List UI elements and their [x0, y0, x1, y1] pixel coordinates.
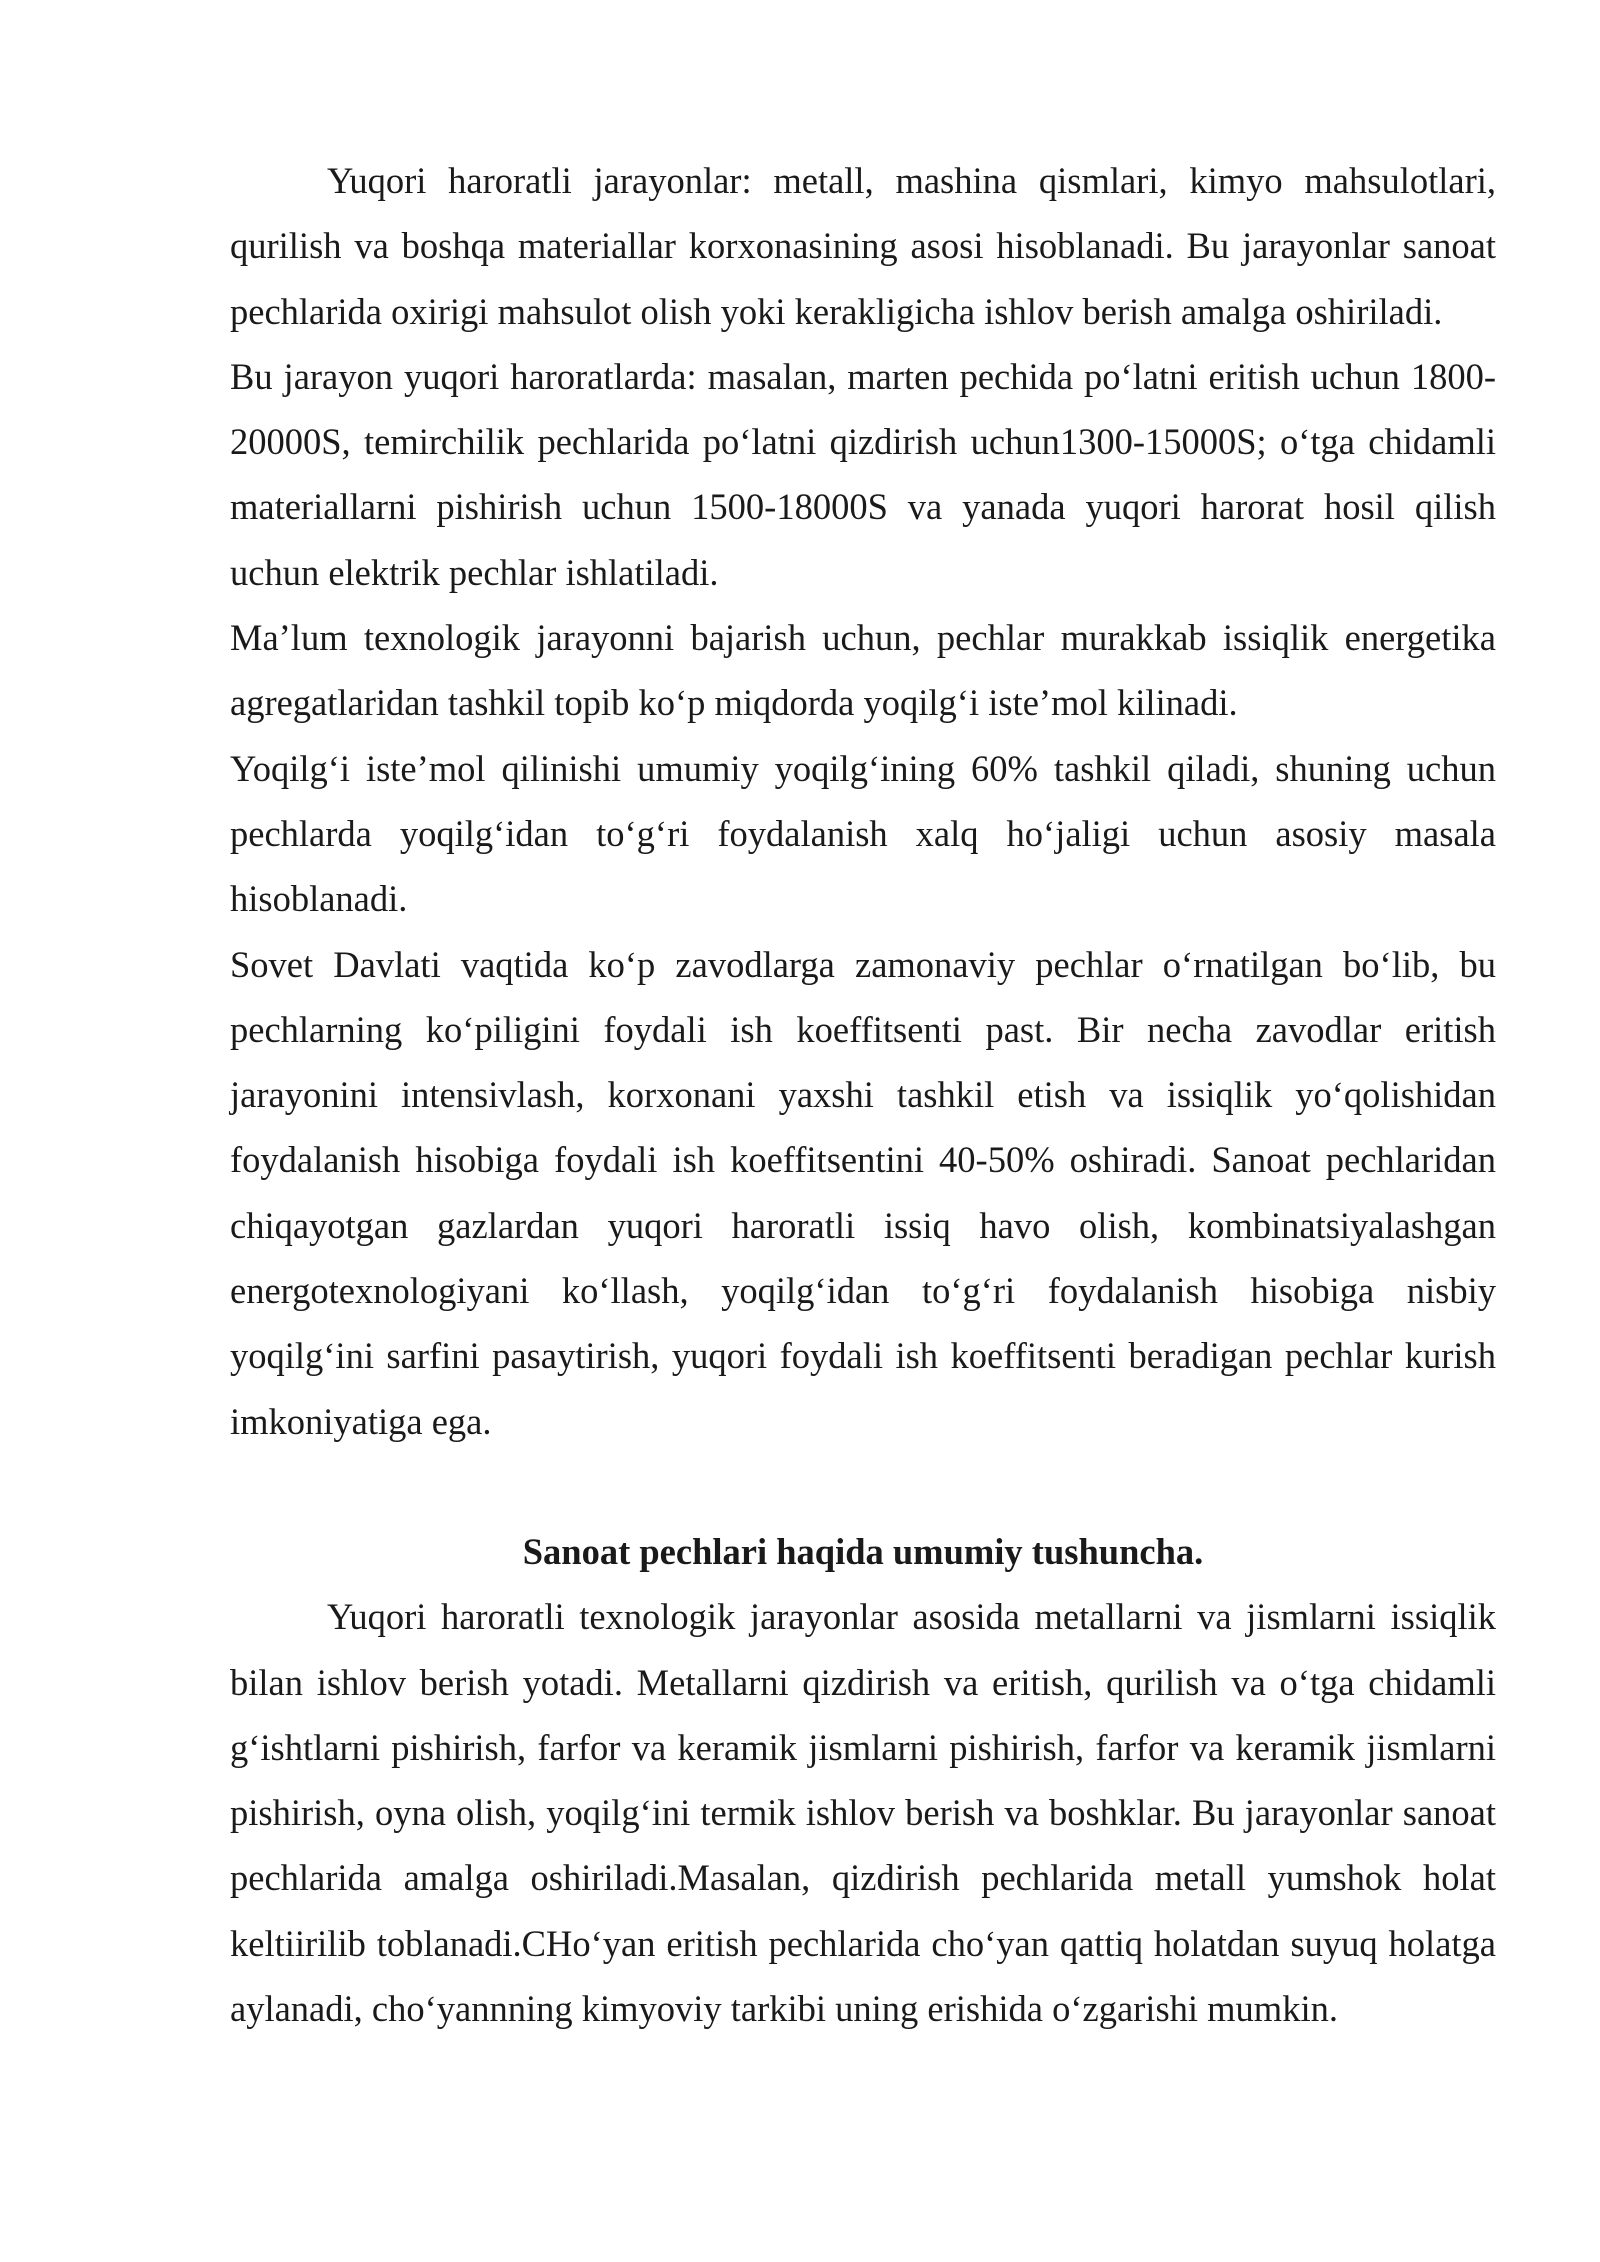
paragraph-intro-4: Yoqilg‘i iste’mol qilinishi umumiy yoqilg‘ining 60% tashkil qiladi, shuning uchun pechlarda yoqilg‘idan to‘g‘ri foydalanish xalq ho‘jaligi uchun asosiy masala hisoblanadi.	[230, 747, 1496, 920]
document-page	[230, 148, 1496, 2041]
paragraph-intro-3: Ma’lum texnologik jarayonni bajarish uchun, pechlar murakkab issiqlik energetika agregatlaridan tashkil topib ko‘p miqdorda yoqilg‘i iste’mol kilinadi.	[230, 617, 1496, 724]
section-paragraph: Yuqori haroratli texnologik jarayonlar asosida metallarni va jismlarni issiqlik bilan ishlov berish yotadi. Metallarni qizdirish va eritish, qurilish va o‘tga chidamli g‘ishtlarni pishirish, farfor va keramik jismlarni pishirish, farfor va keramik jismlarni pishirish, oyna olish, yoqilg‘ini termik ishlov berish va boshklar. Bu jarayonlar sanoat pechlarida amalga oshiriladi.Masalan, qizdirish pechlarida metall yumshok holat keltiirilib toblanadi.CHo‘yan eritish pechlarida cho‘yan qattiq holatdan suyuq holatga aylanadi, cho‘yannning kimyoviy tarkibi uning erishida o‘zgarishi mumkin.	[230, 1596, 1496, 2030]
section-spacer	[230, 1454, 1496, 1519]
section-heading: Sanoat pechlari haqida umumiy tushuncha.	[522, 1530, 1204, 1572]
paragraph-intro-1: Yuqori haroratli jarayonlar: metall, mashina qismlari, kimyo mahsulotlari, qurilish va boshqa materiallar korxonasining asosi hisoblanadi. Bu jarayonlar sanoat pechlarida oxirigi mahsulot olish yoki kerakligicha ishlov berish amalga oshiriladi.	[230, 160, 1496, 332]
paragraph-intro-2: Bu jarayon yuqori haroratlarda: masalan, marten pechida po‘latni eritish uchun 1800-20000S, temirchilik pechlarida po‘latni qizdirish uchun1300-15000S; o‘tga chidamli materiallarni pishirish uchun 1500-18000S va yanada yuqori harorat hosil qilish uchun elektrik pechlar ishlatiladi.	[230, 355, 1496, 593]
paragraph-intro-5: Sovet Davlati vaqtida ko‘p zavodlarga zamonaviy pechlar o‘rnatilgan bo‘lib, bu pechlarning ko‘piligini foydali ish koeffitsenti past. Bir necha zavodlar eritish jarayonini intensivlash, korxonani yaxshi tashkil etish va issiqlik yo‘qolishidan foydalanish hisobiga foydali ish koeffitsentini 40-50% oshiradi. Sanoat pechlaridan chiqayotgan gazlardan yuqori haroratli issiq havo olish, kombinatsiyalashgan energotexnologiyani ko‘llash, yoqilg‘idan to‘g‘ri foydalanish hisobiga nisbiy yoqilg‘ini sarfini pasaytirish, yuqori foydali ish koeffitsenti beradigan pechlar kurish imkoniyatiga ega.	[230, 943, 1496, 1442]
